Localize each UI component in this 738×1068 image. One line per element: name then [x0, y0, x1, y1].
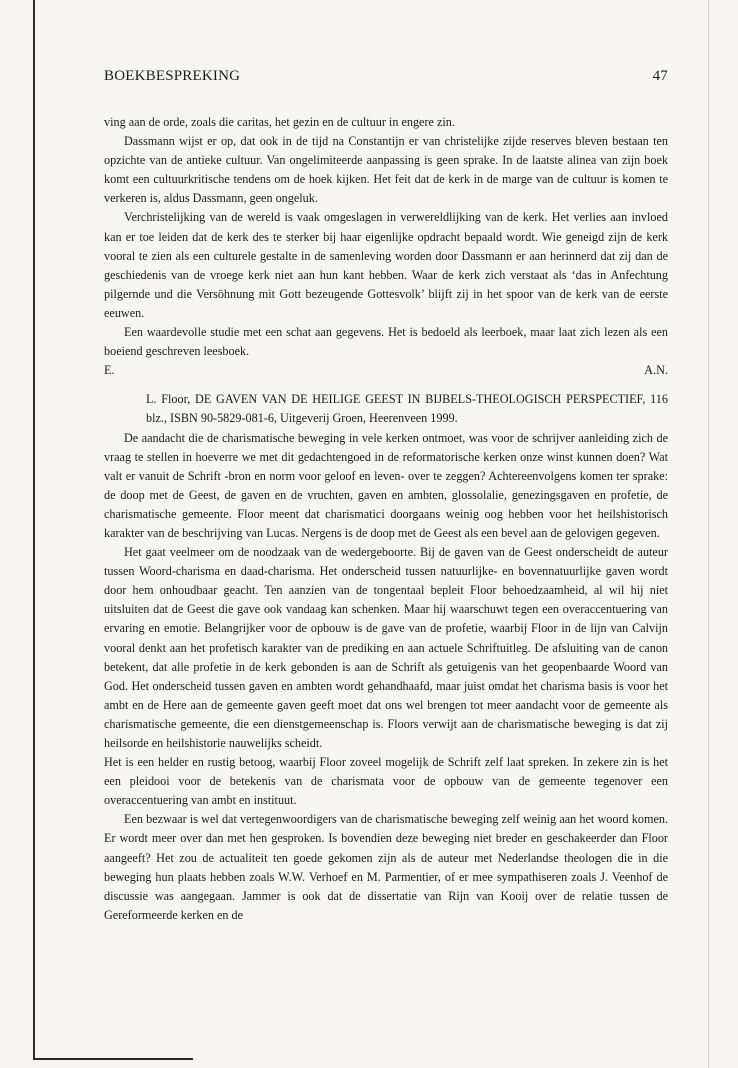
paragraph: Een waardevolle studie met een schat aan gegevens. Het is bedoeld als leerboek, maar laat zich lezen als een boeiend geschreven leesboek.	[104, 325, 668, 359]
paragraph: Het is een helder en rustig betoog, waarbij Floor zoveel mogelijk de Schrift zelf laat spreken. In zekere zin is het een pleidooi voor de betekenis van de charismata voor de opbouw van de gemeente tegenover een overaccentuering van ambt en instituut.	[104, 755, 668, 808]
scan-border-left	[33, 0, 35, 1060]
scan-border-bottom	[33, 1058, 193, 1060]
paragraph: De aandacht die de charismatische beweging in vele kerken ontmoet, was voor de schrijver aanleiding zich de vraag te stellen in hoeverre we met dit gedachtengoed in de reformatorische kerken onze winst kunnen doen? Wat valt er vanuit de Schrift -bron en norm voor geloof en leven- over te zeggen? Achtereenvolgens komen ter sprake: de doop met de Geest, de gaven en de vruchten, gaven en ambten, glossolalie, genezingsgaven en profetie, de charismatische gemeente. Floor meent dat charismatici doorgaans weinig oog hebben voor het heilshistorisch karakter van de beschrijving van Lucas. Nergens is de doop met de Geest als een bevel aan de gelovigen gegeven.	[104, 430, 668, 540]
book-citation: L. Floor, DE GAVEN VAN DE HEILIGE GEEST IN BIJBELS-THEOLOGISCH PERSPECTIEF, 116 blz., ISBN 90-5829-081-6, Uitgeverij Groen, Heerenveen 1999.	[146, 392, 668, 426]
section-title: BOEKBESPREKING	[104, 68, 241, 84]
paragraph: Verchristelijking van de wereld is vaak omgeslagen in verwereldlijking van de kerk. Het verlies aan invloed kan er toe leiden dat de kerk des te sterker bij haar eigenlijke opdracht bepaald wordt. Wie geneigd zijn de kerk vooral te zien als een culturele gestalte in de samenleving worden door Dassmann er aan herinnerd dat zij dan de geschiedenis van de vroege kerk niet aan hun kant hebben. Waar de kerk zich verstaat als ‘das in Anfechtung pilgernde und die Versöhnung mit Gott bezeugende Gottesvolk’ blijft zij in het spoor van de kerk van de eerste eeuwen.	[104, 210, 668, 320]
paragraph: ving aan de orde, zoals die caritas, het gezin en de cultuur in engere zin.	[104, 115, 455, 129]
paragraph: Dassmann wijst er op, dat ook in de tijd na Constantijn er van christelijke zijde reserves bleven bestaan ten opzichte van de antieke cultuur. Van ongelimiteerde aanpassing is geen sprake. In de laatste alinea van zijn boek komt een cultuurkritische tendens om de hoek kijken. Het feit dat de kerk in de marge van de cultuur is komen te verkeren is, aldus Dassmann, geen ongeluk.	[104, 134, 668, 206]
body-text	[104, 113, 668, 925]
paragraph: Het gaat veelmeer om de noodzaak van de wedergeboorte. Bij de gaven van de Geest onderscheidt de auteur tussen Woord-charisma en daad-charisma. Het onderscheid tussen natuurlijke- en bovennatuurlijke gaven wordt door hem onhoudbaar geacht. Ten aanzien van de tongentaal bepleit Floor behoedzaamheid, al wil hij niet uitsluiten dat de Geest die gave ook vandaag kan schenken. Maar hij waarschuwt tegen een overaccentuering van ervaring en emotie. Belangrijker voor de opbouw is de gave van de profetie, waarbij Floor in de lijn van Calvijn vooral denkt aan het profetisch karakter van de prediking en aan actuele Schriftuitleg. De afsluiting van de canon betekent, dat alle profetie in de kerk gebonden is aan de Schrift als getuigenis van het geopenbaarde Woord van God. Het onderscheid tussen gaven en ambten wordt gehandhaafd, maar juist omdat het charisma basis is voor het ambt en de Here aan de gemeente gaven geeft moet dat ons wel brengen tot meer aandacht voor de gemeente als charismatische gemeente, die een dienstgemeenschap is. Floors verwijt aan de charismatische beweging is dat zij heilsorde en heilshistorie nauwelijks scheidt.	[104, 545, 668, 750]
scan-border-right	[708, 0, 709, 1068]
page-number: 47	[652, 68, 668, 84]
review-signature	[104, 361, 668, 380]
signature-left: E.	[104, 363, 115, 378]
signature-right: A.N.	[644, 363, 668, 378]
paragraph: Een bezwaar is wel dat vertegenwoordigers van de charismatische beweging zelf weinig aan het woord komen. Er wordt meer over dan met hen gesproken. Is bovendien deze beweging niet breder en geschakeerder dan Floor aangeeft? Het zou de actualiteit ten goede gekomen zijn als de auteur met Nederlandse theologen die in die beweging hun plaats hebben zoals W.W. Verhoef en M. Parmentier, of er mee sympathiseren zoals J. Veenhof de discussie was aangegaan. Jammer is ook dat de dissertatie van Rijn van Kooij over de relatie tussen de Gereformeerde kerken en de	[104, 812, 668, 922]
